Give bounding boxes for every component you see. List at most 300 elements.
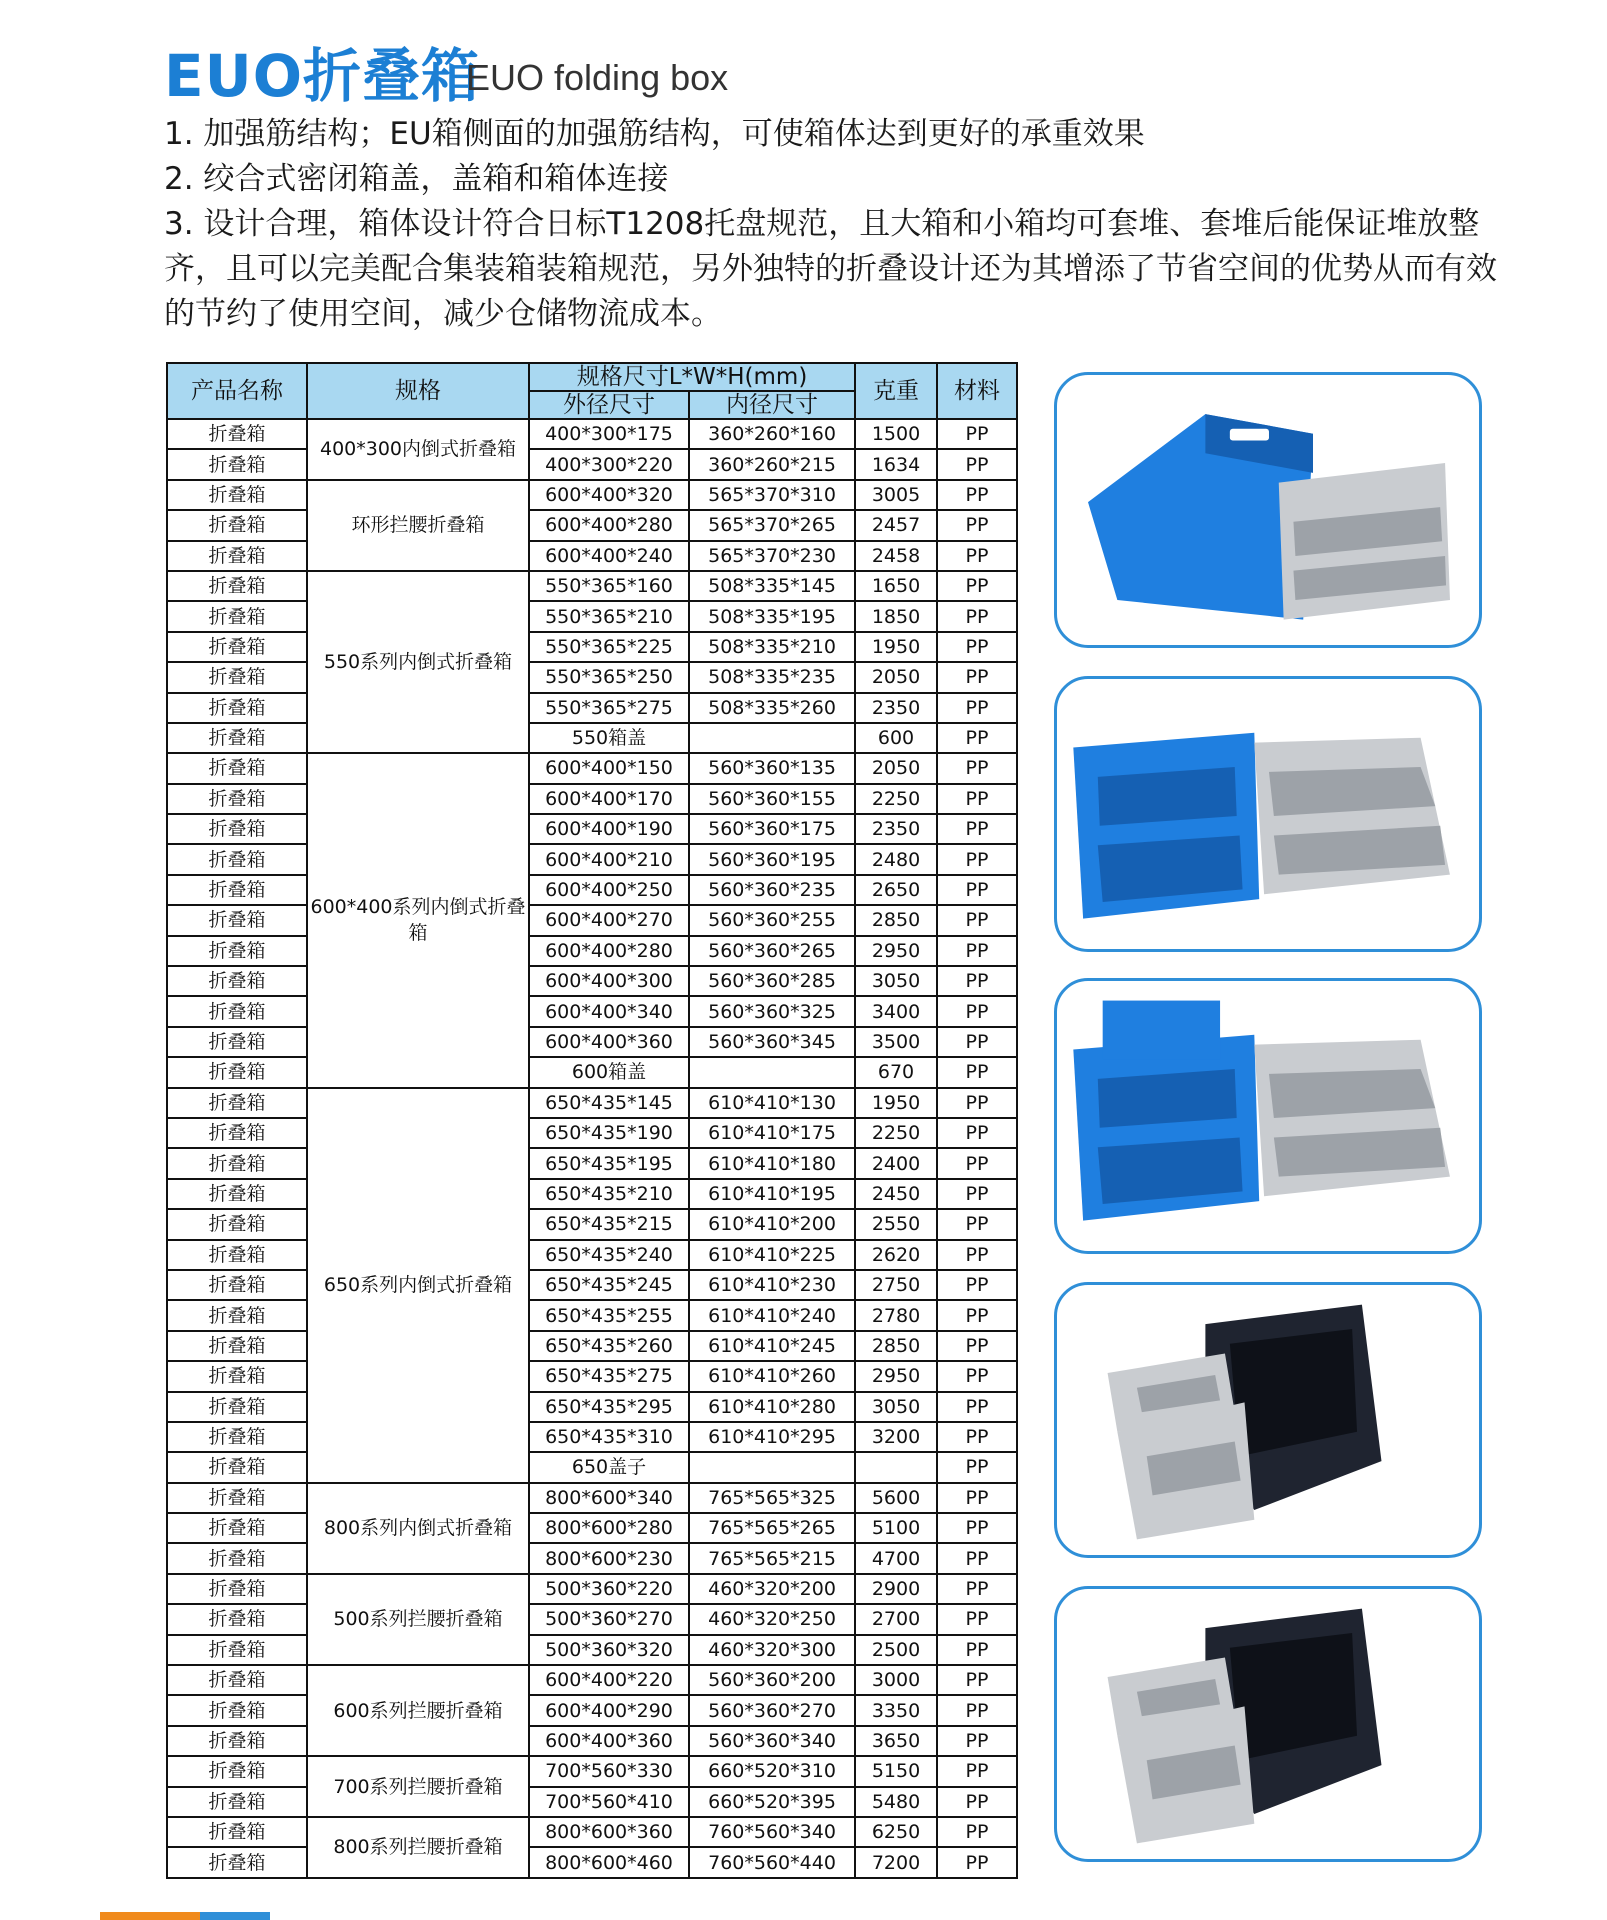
cell-product: 折叠箱 bbox=[167, 571, 307, 601]
cell-weight: 3400 bbox=[855, 996, 937, 1026]
cell-material: PP bbox=[937, 1361, 1017, 1391]
cell-inner: 360*260*215 bbox=[689, 449, 855, 479]
cell-material: PP bbox=[937, 1543, 1017, 1573]
table-row bbox=[167, 1635, 1017, 1665]
table-row bbox=[167, 1543, 1017, 1573]
cell-inner: 560*360*325 bbox=[689, 996, 855, 1026]
header-inner: 内径尺寸 bbox=[689, 391, 855, 419]
cell-weight: 2550 bbox=[855, 1209, 937, 1239]
table-row bbox=[167, 601, 1017, 631]
cell-weight: 2900 bbox=[855, 1574, 937, 1604]
table-row bbox=[167, 814, 1017, 844]
table-row bbox=[167, 510, 1017, 540]
cell-weight: 2480 bbox=[855, 844, 937, 874]
table-row bbox=[167, 753, 1017, 783]
cell-material: PP bbox=[937, 875, 1017, 905]
cell-product: 折叠箱 bbox=[167, 784, 307, 814]
table-row bbox=[167, 1118, 1017, 1148]
cell-inner: 360*260*160 bbox=[689, 419, 855, 449]
cell-material: PP bbox=[937, 1635, 1017, 1665]
cell-inner: 560*360*285 bbox=[689, 966, 855, 996]
cell-inner: 560*360*195 bbox=[689, 844, 855, 874]
feature-list bbox=[164, 112, 1504, 337]
cell-material: PP bbox=[937, 1604, 1017, 1634]
cell-product: 折叠箱 bbox=[167, 1483, 307, 1513]
cell-weight: 2700 bbox=[855, 1604, 937, 1634]
table-row bbox=[167, 1756, 1017, 1786]
cell-outer: 600*400*250 bbox=[529, 875, 689, 905]
cell-inner: 560*360*200 bbox=[689, 1665, 855, 1695]
cell-material: PP bbox=[937, 419, 1017, 449]
cell-outer: 600*400*360 bbox=[529, 1726, 689, 1756]
table-row bbox=[167, 1300, 1017, 1330]
cell-spec: 800系列拦腰折叠箱 bbox=[307, 1817, 529, 1878]
cell-inner: 760*560*340 bbox=[689, 1817, 855, 1847]
table-row bbox=[167, 632, 1017, 662]
cell-outer: 600*400*240 bbox=[529, 541, 689, 571]
cell-inner: 765*565*215 bbox=[689, 1543, 855, 1573]
cell-product: 折叠箱 bbox=[167, 693, 307, 723]
cell-product: 折叠箱 bbox=[167, 1635, 307, 1665]
header-material: 材料 bbox=[937, 363, 1017, 419]
cell-material: PP bbox=[937, 1088, 1017, 1118]
cell-spec: 600系列拦腰折叠箱 bbox=[307, 1665, 529, 1756]
cell-inner: 660*520*310 bbox=[689, 1756, 855, 1786]
cell-inner: 610*410*130 bbox=[689, 1088, 855, 1118]
table-row bbox=[167, 1240, 1017, 1270]
cell-outer: 650*435*295 bbox=[529, 1392, 689, 1422]
cell-weight: 1650 bbox=[855, 571, 937, 601]
cell-product: 折叠箱 bbox=[167, 1452, 307, 1482]
cell-material: PP bbox=[937, 1209, 1017, 1239]
cell-material: PP bbox=[937, 723, 1017, 753]
cell-product: 折叠箱 bbox=[167, 1270, 307, 1300]
cell-weight: 2780 bbox=[855, 1300, 937, 1330]
cell-material: PP bbox=[937, 936, 1017, 966]
cell-spec: 700系列拦腰折叠箱 bbox=[307, 1756, 529, 1817]
cell-weight: 5480 bbox=[855, 1787, 937, 1817]
cell-weight: 3005 bbox=[855, 480, 937, 510]
cell-product: 折叠箱 bbox=[167, 723, 307, 753]
cell-inner: 610*410*230 bbox=[689, 1270, 855, 1300]
cell-weight: 600 bbox=[855, 723, 937, 753]
table-row bbox=[167, 1057, 1017, 1087]
cell-product: 折叠箱 bbox=[167, 1543, 307, 1573]
cell-outer: 650*435*190 bbox=[529, 1118, 689, 1148]
cell-weight bbox=[855, 1452, 937, 1482]
cell-inner: 760*560*440 bbox=[689, 1847, 855, 1877]
cell-product: 折叠箱 bbox=[167, 844, 307, 874]
cell-inner: 508*335*210 bbox=[689, 632, 855, 662]
cell-inner: 560*360*270 bbox=[689, 1695, 855, 1725]
cell-material: PP bbox=[937, 1452, 1017, 1482]
cell-inner: 460*320*300 bbox=[689, 1635, 855, 1665]
cell-inner: 560*360*175 bbox=[689, 814, 855, 844]
cell-product: 折叠箱 bbox=[167, 480, 307, 510]
cell-weight: 1950 bbox=[855, 1088, 937, 1118]
cell-weight: 2458 bbox=[855, 541, 937, 571]
cell-weight: 3200 bbox=[855, 1422, 937, 1452]
cell-material: PP bbox=[937, 510, 1017, 540]
cell-outer: 600*400*280 bbox=[529, 936, 689, 966]
table-row bbox=[167, 541, 1017, 571]
table-row bbox=[167, 662, 1017, 692]
cell-product: 折叠箱 bbox=[167, 601, 307, 631]
spec-table-body bbox=[167, 419, 1017, 1878]
cell-outer: 600*400*210 bbox=[529, 844, 689, 874]
cell-outer: 400*300*175 bbox=[529, 419, 689, 449]
cell-material: PP bbox=[937, 1027, 1017, 1057]
cell-weight: 7200 bbox=[855, 1847, 937, 1877]
cell-material: PP bbox=[937, 814, 1017, 844]
cell-material: PP bbox=[937, 693, 1017, 723]
cell-inner: 560*360*235 bbox=[689, 875, 855, 905]
cell-weight: 3650 bbox=[855, 1726, 937, 1756]
cell-product: 折叠箱 bbox=[167, 1148, 307, 1178]
cell-product: 折叠箱 bbox=[167, 814, 307, 844]
cell-weight: 2650 bbox=[855, 875, 937, 905]
cell-product: 折叠箱 bbox=[167, 1027, 307, 1057]
cell-weight: 3000 bbox=[855, 1665, 937, 1695]
cell-weight: 1634 bbox=[855, 449, 937, 479]
cell-outer: 600*400*320 bbox=[529, 480, 689, 510]
cell-outer: 650*435*195 bbox=[529, 1148, 689, 1178]
cell-product: 折叠箱 bbox=[167, 1574, 307, 1604]
cell-inner: 565*370*310 bbox=[689, 480, 855, 510]
cell-weight: 2400 bbox=[855, 1148, 937, 1178]
cell-material: PP bbox=[937, 1331, 1017, 1361]
cell-outer: 700*560*410 bbox=[529, 1787, 689, 1817]
cell-outer: 650*435*260 bbox=[529, 1331, 689, 1361]
cell-outer: 650*435*310 bbox=[529, 1422, 689, 1452]
cell-material: PP bbox=[937, 844, 1017, 874]
cell-material: PP bbox=[937, 1270, 1017, 1300]
cell-weight: 3350 bbox=[855, 1695, 937, 1725]
cell-outer: 800*600*360 bbox=[529, 1817, 689, 1847]
cell-material: PP bbox=[937, 449, 1017, 479]
cell-product: 折叠箱 bbox=[167, 1695, 307, 1725]
table-row bbox=[167, 1422, 1017, 1452]
cell-outer: 600*400*270 bbox=[529, 905, 689, 935]
header-size-group: 规格尺寸L*W*H(mm) bbox=[529, 363, 855, 391]
cell-material: PP bbox=[937, 1665, 1017, 1695]
cell-product: 折叠箱 bbox=[167, 1604, 307, 1634]
cell-spec: 400*300内倒式折叠箱 bbox=[307, 419, 529, 480]
cell-inner: 560*360*345 bbox=[689, 1027, 855, 1057]
cell-product: 折叠箱 bbox=[167, 966, 307, 996]
header-product: 产品名称 bbox=[167, 363, 307, 419]
cell-inner bbox=[689, 1057, 855, 1087]
cell-weight: 3050 bbox=[855, 1392, 937, 1422]
cell-outer: 800*600*280 bbox=[529, 1513, 689, 1543]
table-row bbox=[167, 1483, 1017, 1513]
cell-material: PP bbox=[937, 1847, 1017, 1877]
cell-outer: 650*435*145 bbox=[529, 1088, 689, 1118]
cell-product: 折叠箱 bbox=[167, 936, 307, 966]
cell-spec: 800系列内倒式折叠箱 bbox=[307, 1483, 529, 1574]
cell-inner: 765*565*265 bbox=[689, 1513, 855, 1543]
header-weight: 克重 bbox=[855, 363, 937, 419]
table-row bbox=[167, 1392, 1017, 1422]
cell-outer: 550*365*275 bbox=[529, 693, 689, 723]
cell-inner: 508*335*145 bbox=[689, 571, 855, 601]
cell-material: PP bbox=[937, 601, 1017, 631]
cell-outer: 800*600*460 bbox=[529, 1847, 689, 1877]
table-row bbox=[167, 1847, 1017, 1877]
cell-outer: 550*365*250 bbox=[529, 662, 689, 692]
cell-weight: 2350 bbox=[855, 814, 937, 844]
cell-material: PP bbox=[937, 966, 1017, 996]
table-row bbox=[167, 875, 1017, 905]
table-row bbox=[167, 966, 1017, 996]
cell-inner: 560*360*135 bbox=[689, 753, 855, 783]
cell-weight: 6250 bbox=[855, 1817, 937, 1847]
table-row bbox=[167, 1331, 1017, 1361]
product-photo-4 bbox=[1054, 1282, 1482, 1558]
cell-spec: 550系列内倒式折叠箱 bbox=[307, 571, 529, 753]
feature-item: 2. 绞合式密闭箱盖，盖箱和箱体连接 bbox=[164, 161, 669, 197]
cell-outer: 800*600*230 bbox=[529, 1543, 689, 1573]
cell-inner: 560*360*265 bbox=[689, 936, 855, 966]
cell-material: PP bbox=[937, 996, 1017, 1026]
cell-product: 折叠箱 bbox=[167, 1088, 307, 1118]
table-row bbox=[167, 419, 1017, 449]
cell-inner: 610*410*295 bbox=[689, 1422, 855, 1452]
cell-product: 折叠箱 bbox=[167, 510, 307, 540]
cell-product: 折叠箱 bbox=[167, 662, 307, 692]
cell-material: PP bbox=[937, 632, 1017, 662]
cell-product: 折叠箱 bbox=[167, 1665, 307, 1695]
cell-product: 折叠箱 bbox=[167, 875, 307, 905]
cell-material: PP bbox=[937, 1057, 1017, 1087]
cell-weight: 5100 bbox=[855, 1513, 937, 1543]
cell-outer: 600*400*150 bbox=[529, 753, 689, 783]
table-row bbox=[167, 723, 1017, 753]
cell-weight: 2050 bbox=[855, 662, 937, 692]
cell-material: PP bbox=[937, 571, 1017, 601]
cell-material: PP bbox=[937, 1574, 1017, 1604]
cell-weight: 2950 bbox=[855, 936, 937, 966]
cell-product: 折叠箱 bbox=[167, 1209, 307, 1239]
cell-product: 折叠箱 bbox=[167, 996, 307, 1026]
cell-outer: 600*400*340 bbox=[529, 996, 689, 1026]
folding-box-image bbox=[1057, 1285, 1479, 1555]
cell-outer: 650*435*255 bbox=[529, 1300, 689, 1330]
table-row bbox=[167, 1787, 1017, 1817]
cell-weight: 1500 bbox=[855, 419, 937, 449]
cell-outer: 650*435*210 bbox=[529, 1179, 689, 1209]
cell-product: 折叠箱 bbox=[167, 1817, 307, 1847]
cell-product: 折叠箱 bbox=[167, 1331, 307, 1361]
cell-material: PP bbox=[937, 1726, 1017, 1756]
table-row bbox=[167, 571, 1017, 601]
table-row bbox=[167, 1513, 1017, 1543]
table-row bbox=[167, 936, 1017, 966]
cell-material: PP bbox=[937, 1695, 1017, 1725]
title-en: EUO folding box bbox=[466, 57, 729, 98]
table-row bbox=[167, 996, 1017, 1026]
cell-material: PP bbox=[937, 1513, 1017, 1543]
cell-spec: 500系列拦腰折叠箱 bbox=[307, 1574, 529, 1665]
table-row bbox=[167, 1361, 1017, 1391]
cell-inner: 560*360*340 bbox=[689, 1726, 855, 1756]
cell-weight: 3500 bbox=[855, 1027, 937, 1057]
cell-product: 折叠箱 bbox=[167, 1057, 307, 1087]
product-photo-2 bbox=[1054, 676, 1482, 952]
cell-product: 折叠箱 bbox=[167, 1240, 307, 1270]
cell-spec: 650系列内倒式折叠箱 bbox=[307, 1088, 529, 1483]
cell-material: PP bbox=[937, 1300, 1017, 1330]
table-row bbox=[167, 449, 1017, 479]
cell-outer: 650*435*215 bbox=[529, 1209, 689, 1239]
cell-weight: 2457 bbox=[855, 510, 937, 540]
cell-outer: 550*365*225 bbox=[529, 632, 689, 662]
cell-outer: 600*400*290 bbox=[529, 1695, 689, 1725]
table-row bbox=[167, 1604, 1017, 1634]
cell-outer: 800*600*340 bbox=[529, 1483, 689, 1513]
cell-inner: 508*335*235 bbox=[689, 662, 855, 692]
cell-product: 折叠箱 bbox=[167, 632, 307, 662]
cell-inner: 560*360*155 bbox=[689, 784, 855, 814]
cell-weight: 2350 bbox=[855, 693, 937, 723]
cell-material: PP bbox=[937, 541, 1017, 571]
cell-inner: 610*410*180 bbox=[689, 1148, 855, 1178]
table-row bbox=[167, 1148, 1017, 1178]
cell-outer: 650*435*240 bbox=[529, 1240, 689, 1270]
product-photo-1 bbox=[1054, 372, 1482, 648]
cell-outer: 700*560*330 bbox=[529, 1756, 689, 1786]
cell-outer: 500*360*270 bbox=[529, 1604, 689, 1634]
cell-inner: 610*410*240 bbox=[689, 1300, 855, 1330]
cell-material: PP bbox=[937, 1787, 1017, 1817]
table-row bbox=[167, 1452, 1017, 1482]
cell-weight: 2850 bbox=[855, 905, 937, 935]
cell-inner: 610*410*200 bbox=[689, 1209, 855, 1239]
cell-material: PP bbox=[937, 1118, 1017, 1148]
feature-item: 3. 设计合理，箱体设计符合日标T1208托盘规范，且大箱和小箱均可套堆、套堆后能保证堆放整齐，且可以完美配合集装箱装箱规范，另外独特的折叠设计还为其增添了节省空间的优势从而有效的节约了使用空间，减少仓储物流成本。 bbox=[164, 206, 1497, 332]
cell-material: PP bbox=[937, 1392, 1017, 1422]
cell-material: PP bbox=[937, 753, 1017, 783]
cell-product: 折叠箱 bbox=[167, 1787, 307, 1817]
cell-outer: 600*400*280 bbox=[529, 510, 689, 540]
cell-inner: 460*320*250 bbox=[689, 1604, 855, 1634]
cell-material: PP bbox=[937, 1422, 1017, 1452]
folding-box-image bbox=[1057, 981, 1479, 1251]
spec-table bbox=[166, 362, 1018, 1879]
cell-inner bbox=[689, 1452, 855, 1482]
cell-material: PP bbox=[937, 1148, 1017, 1178]
cell-inner: 610*410*195 bbox=[689, 1179, 855, 1209]
cell-inner: 610*410*245 bbox=[689, 1331, 855, 1361]
feature-item: 1. 加强筋结构；EU箱侧面的加强筋结构，可使箱体达到更好的承重效果 bbox=[164, 116, 1145, 152]
cell-outer: 550箱盖 bbox=[529, 723, 689, 753]
cell-inner: 610*410*280 bbox=[689, 1392, 855, 1422]
cell-outer: 500*360*320 bbox=[529, 1635, 689, 1665]
table-row bbox=[167, 1027, 1017, 1057]
header-outer: 外径尺寸 bbox=[529, 391, 689, 419]
table-row bbox=[167, 1088, 1017, 1118]
cell-inner: 508*335*260 bbox=[689, 693, 855, 723]
cell-product: 折叠箱 bbox=[167, 1756, 307, 1786]
title-cn: EUO折叠箱 bbox=[164, 42, 481, 110]
cell-inner: 560*360*255 bbox=[689, 905, 855, 935]
cell-material: PP bbox=[937, 784, 1017, 814]
cell-product: 折叠箱 bbox=[167, 1422, 307, 1452]
cell-weight: 5150 bbox=[855, 1756, 937, 1786]
cell-outer: 650*435*275 bbox=[529, 1361, 689, 1391]
cell-product: 折叠箱 bbox=[167, 419, 307, 449]
cell-outer: 600*400*170 bbox=[529, 784, 689, 814]
cell-product: 折叠箱 bbox=[167, 1118, 307, 1148]
cell-inner: 508*335*195 bbox=[689, 601, 855, 631]
cell-inner: 610*410*260 bbox=[689, 1361, 855, 1391]
cell-outer: 600箱盖 bbox=[529, 1057, 689, 1087]
cell-product: 折叠箱 bbox=[167, 1300, 307, 1330]
cell-inner: 610*410*175 bbox=[689, 1118, 855, 1148]
footer-accent-bar-blue bbox=[200, 1912, 270, 1920]
cell-weight: 2500 bbox=[855, 1635, 937, 1665]
cell-spec: 600*400系列内倒式折叠箱 bbox=[307, 753, 529, 1087]
cell-weight: 4700 bbox=[855, 1543, 937, 1573]
table-row bbox=[167, 1726, 1017, 1756]
cell-weight: 2750 bbox=[855, 1270, 937, 1300]
cell-weight: 3050 bbox=[855, 966, 937, 996]
cell-product: 折叠箱 bbox=[167, 1726, 307, 1756]
cell-weight: 5600 bbox=[855, 1483, 937, 1513]
table-row bbox=[167, 693, 1017, 723]
folding-box-image bbox=[1057, 679, 1479, 949]
folding-box-image bbox=[1057, 1589, 1479, 1859]
cell-inner: 460*320*200 bbox=[689, 1574, 855, 1604]
table-row bbox=[167, 1270, 1017, 1300]
cell-outer: 600*400*300 bbox=[529, 966, 689, 996]
product-photo-5 bbox=[1054, 1586, 1482, 1862]
cell-material: PP bbox=[937, 480, 1017, 510]
cell-outer: 500*360*220 bbox=[529, 1574, 689, 1604]
cell-weight: 2950 bbox=[855, 1361, 937, 1391]
cell-inner bbox=[689, 723, 855, 753]
cell-weight: 2450 bbox=[855, 1179, 937, 1209]
table-row bbox=[167, 1209, 1017, 1239]
cell-product: 折叠箱 bbox=[167, 1361, 307, 1391]
table-row bbox=[167, 1574, 1017, 1604]
cell-material: PP bbox=[937, 1817, 1017, 1847]
cell-product: 折叠箱 bbox=[167, 541, 307, 571]
cell-inner: 565*370*265 bbox=[689, 510, 855, 540]
cell-outer: 600*400*360 bbox=[529, 1027, 689, 1057]
table-row bbox=[167, 784, 1017, 814]
table-row bbox=[167, 1665, 1017, 1695]
table-row bbox=[167, 844, 1017, 874]
cell-outer: 650盖子 bbox=[529, 1452, 689, 1482]
cell-product: 折叠箱 bbox=[167, 1513, 307, 1543]
cell-material: PP bbox=[937, 1756, 1017, 1786]
cell-spec: 环形拦腰折叠箱 bbox=[307, 480, 529, 571]
cell-weight: 670 bbox=[855, 1057, 937, 1087]
table-row bbox=[167, 905, 1017, 935]
cell-inner: 610*410*225 bbox=[689, 1240, 855, 1270]
cell-weight: 2250 bbox=[855, 784, 937, 814]
cell-material: PP bbox=[937, 905, 1017, 935]
cell-inner: 765*565*325 bbox=[689, 1483, 855, 1513]
table-row bbox=[167, 1179, 1017, 1209]
cell-product: 折叠箱 bbox=[167, 905, 307, 935]
cell-product: 折叠箱 bbox=[167, 1392, 307, 1422]
cell-product: 折叠箱 bbox=[167, 753, 307, 783]
product-photo-3 bbox=[1054, 978, 1482, 1254]
cell-inner: 660*520*395 bbox=[689, 1787, 855, 1817]
cell-outer: 550*365*210 bbox=[529, 601, 689, 631]
